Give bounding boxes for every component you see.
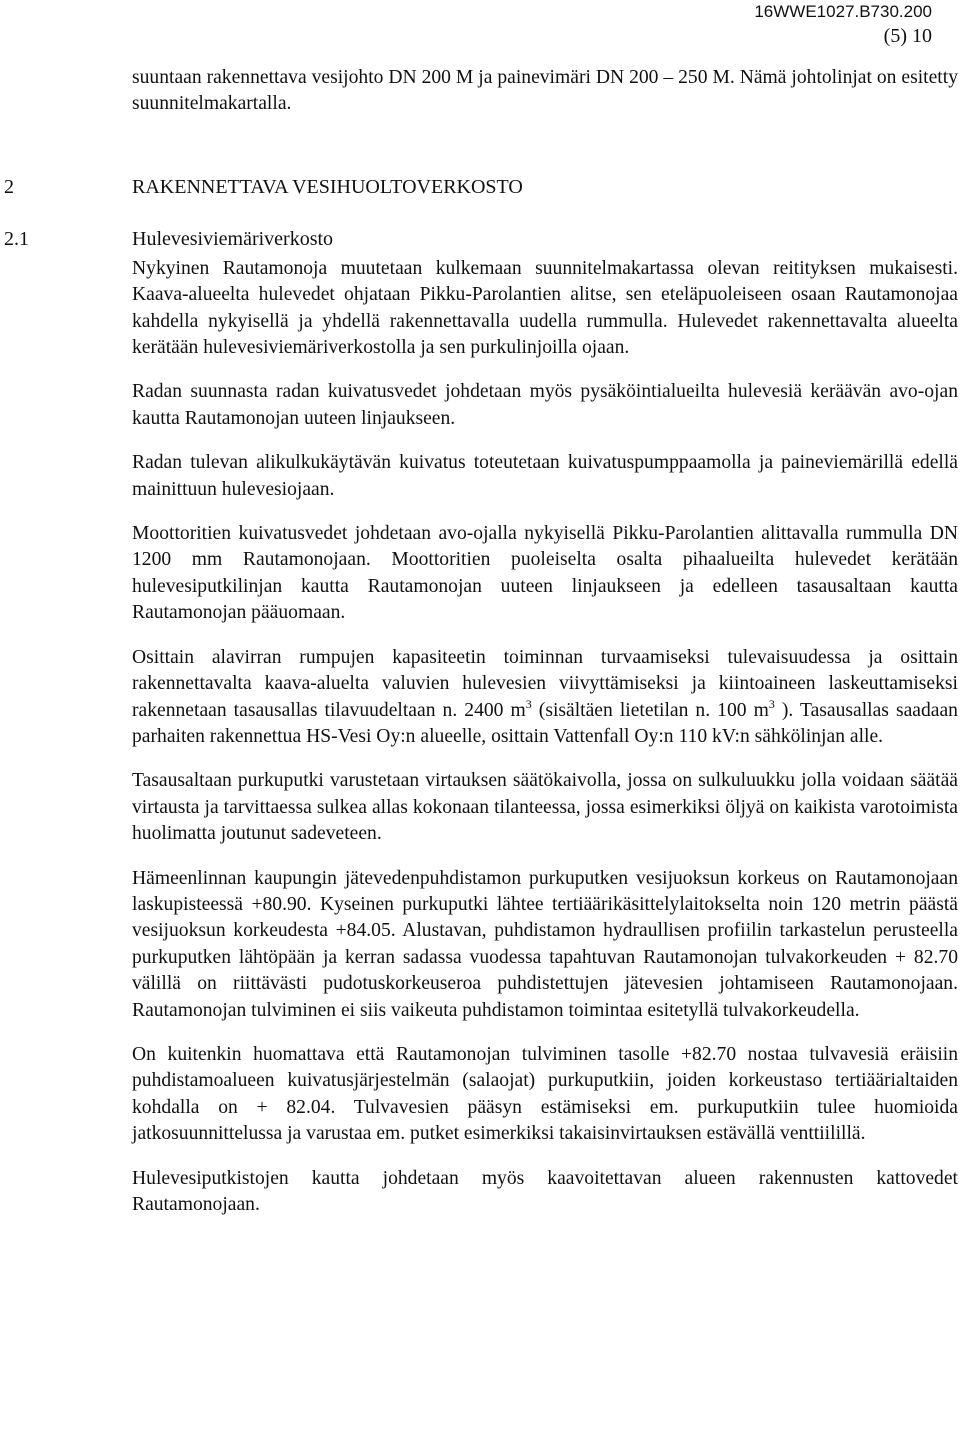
section-heading xyxy=(4,174,958,200)
page-number: (5) 10 xyxy=(883,25,932,47)
subsection-title: Hulevesiviemäriverkosto xyxy=(132,227,334,250)
page-header xyxy=(754,0,932,48)
subsection-number: 2.1 xyxy=(4,227,29,250)
document-body xyxy=(4,65,958,1218)
paragraph-6: Tasausaltaan purkuputki varustetaan virtauksen säätökaivolla, jossa on sulkuluukku jolla voidaan säätää virtausta ja tarvittaessa sulkea allas kokonaan tilanteessa, jossa esimerkiksi öljyä on kaikista varotoimista huolimatta joutunut sadeveteen. xyxy=(132,770,958,845)
paragraph-2: Radan suunnasta radan kuivatusvedet johdetaan myös pysäköintialueilta hulevesiä keräävän avo-ojan kautta Rautamonojan uuteen linjaukseen. xyxy=(132,381,958,429)
paragraph-3: Radan tulevan alikulkukäytävän kuivatus toteutetaan kuivatuspumppaamolla ja paineviemärillä edellä mainittuun hulevesiojaan. xyxy=(132,452,958,500)
paragraph-5 xyxy=(132,645,958,751)
intro-paragraph: suuntaan rakennettava vesijohto DN 200 M ja painevimäri DN 200 – 250 M. Nämä johtolinjat on esitetty suunnitelmakartalla. xyxy=(132,67,958,115)
section-number: 2 xyxy=(4,175,14,198)
superscript-cubic-1: 3 xyxy=(525,696,532,711)
paragraph-5-part-b: (sisältäen lietetilan n. 100 m xyxy=(531,699,769,721)
paragraph-5-part-c: ). Tasausallas saadaan parhaiten rakennettua HS-Vesi Oy:n alueelle, osittain Vattenfall Oy:n 110 kV:n sähkölinjan alle. xyxy=(132,699,958,747)
section-title: RAKENNETTAVA VESIHUOLTOVERKOSTO xyxy=(132,175,523,198)
paragraph-7: Hämeenlinnan kaupungin jätevedenpuhdistamon purkuputken vesijuoksun korkeus on Rautamonojaan laskupisteessä +80.90. Kyseinen purkuputki lähtee tertiäärikäsittelylaitokselta noin 120 metrin päästä vesijuoksun korkeudesta +84.05. Alustavan, puhdistamon hydraullisen profiilin tarkastelun perusteella purkuputken lähtöpään ja kerran sadassa vuodessa tapahtuvan Rautamonojan tulvakorkeuden + 82.70 välillä on riittävästi pudotuskorkeuseroa puhdistettujen jätevesien johtamiseen Rautamonojaan. Rautamonojan tulviminen ei siis vaikeuta puhdistamon toimintaa esitetyllä tulvakorkeudella. xyxy=(132,867,958,1021)
document-code: 16WWE1027.B730.200 xyxy=(754,2,932,21)
superscript-cubic-2: 3 xyxy=(768,696,775,711)
paragraph-8: On kuitenkin huomattava että Rautamonojan tulviminen tasolle +82.70 nostaa tulvavesiä eräisiin puhdistamoalueen kuivatusjärjestelmän (salaojat) purkuputkiin, joiden korkeustaso tertiäärialtaiden kohdalla on + 82.04. Tulvavesien pääsyn estämiseksi em. purkuputkiin tulee huomioida jatkosuunnittelussa ja varustaa em. putket esimerkiksi takaisinvirtauksen estävällä venttiilillä. xyxy=(132,1043,958,1145)
subsection-heading xyxy=(4,226,958,252)
paragraph-9: Hulevesiputkistojen kautta johdetaan myös kaavoitettavan alueen rakennusten kattovedet Rautamonojaan. xyxy=(132,1167,958,1215)
paragraph-4: Moottoritien kuivatusvedet johdetaan avo-ojalla nykyisellä Pikku-Parolantien alittavalla rummulla DN 1200 mm Rautamonojaan. Moottoritien puoleiselta osalta pihaalueilta hulevedet kerätään hulevesiputkilinjan kautta Rautamonojan uuteen linjaukseen ja edelleen tasausaltaan kautta Rautamonojan pääuomaan. xyxy=(132,523,958,624)
paragraph-1: Nykyinen Rautamonoja muutetaan kulkemaan suunnitelmakartassa olevan reitityksen mukaisesti. Kaava-alueelta hulevedet ohjataan Pikku-Parolantien alitse, sen eteläpuoleiseen osaan Rautamonojaa kahdella nykyisellä ja yhdellä rakennettavalla uudella rummulla. Hulevedet rakennettavalta alueelta kerätään hulevesiviemäriverkostolla ja sen purkulinjoilla ojaan. xyxy=(132,257,958,359)
paragraph-5-part-a: Osittain alavirran rumpujen kapasiteetin toiminnan turvaamiseksi tulevaisuudessa ja osittain rakennettavalta kaava-aluelta valuvien hulevesien viivyttämiseksi ja kiintoaineen laskeuttamiseksi rakennetaan tasausallas tilavuudeltaan n. 2400 m xyxy=(132,646,958,721)
